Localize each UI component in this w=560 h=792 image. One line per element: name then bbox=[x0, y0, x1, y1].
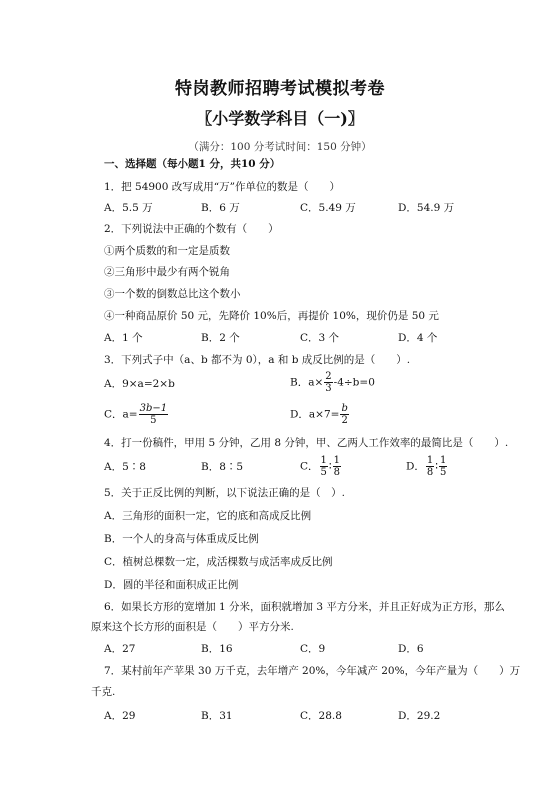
q2-statement-2: ②三角形中最少有两个锐角 bbox=[104, 266, 230, 278]
q4-c-num-1: 1 bbox=[320, 455, 327, 466]
q2-statement-4: ④一种商品原价 50 元，先降价 10%后，再提价 10%，现价仍是 50 元 bbox=[104, 310, 439, 322]
q3-b-fraction bbox=[324, 371, 332, 394]
q3-option-b bbox=[290, 371, 375, 394]
q4-option-c bbox=[300, 455, 342, 478]
q4-d-num-2: 1 bbox=[440, 455, 447, 466]
q2-statement-1: ①两个质数的和一定是质数 bbox=[104, 245, 230, 257]
section-heading: 一、选择题（每小题1 分，共10 分） bbox=[104, 158, 281, 170]
q6-option-d: D．6 bbox=[398, 643, 424, 655]
q4-c-fraction-2 bbox=[333, 455, 341, 478]
q6-option-c: C．9 bbox=[300, 643, 326, 655]
question-6-line-1: 6．如果长方形的宽增加 1 分米，面积就增加 3 平方分米，并且正好成为正方形，那么 bbox=[104, 601, 505, 613]
q3-c-fraction bbox=[139, 403, 169, 426]
q2-option-a: A．1 个 bbox=[104, 332, 143, 344]
q3-d-fraction bbox=[340, 403, 348, 426]
q1-option-b: B．6 万 bbox=[201, 202, 240, 214]
q4-d-fraction-1 bbox=[426, 455, 434, 478]
q4-c-num-2: 1 bbox=[333, 455, 341, 466]
q4-d-fraction-2 bbox=[439, 455, 447, 478]
q4-d-prefix: D． bbox=[406, 460, 425, 473]
q4-c-den-2: 8 bbox=[333, 467, 341, 478]
question-4: 4．打一份稿件，甲用 5 分钟，乙用 8 分钟，甲、乙两人工作效率的最简比是（ ）. bbox=[104, 437, 509, 449]
q3-c-numerator: 3b−1 bbox=[139, 403, 168, 414]
q4-c-den-1: 5 bbox=[320, 467, 327, 478]
q7-option-d: D．29.2 bbox=[398, 710, 441, 722]
question-7-line-2: 千克. bbox=[91, 686, 116, 698]
q4-d-num-1: 1 bbox=[426, 455, 434, 466]
q7-option-c: C．28.8 bbox=[300, 710, 342, 722]
q3-b-numerator: 2 bbox=[325, 371, 332, 382]
q4-c-colon: ∶ bbox=[328, 460, 332, 473]
question-5: 5．关于正反比例的判断，以下说法正确的是（ ）. bbox=[104, 487, 346, 499]
q7-option-b: B．31 bbox=[201, 710, 233, 722]
q3-c-denominator: 5 bbox=[150, 415, 157, 426]
q2-option-c: C．3 个 bbox=[300, 332, 340, 344]
q3-d-prefix: D．a×7= bbox=[290, 408, 340, 421]
q4-d-den-1: 8 bbox=[426, 467, 434, 478]
q3-d-denominator: 2 bbox=[341, 415, 348, 426]
q6-option-a: A．27 bbox=[104, 643, 136, 655]
exam-note: （满分：100 分考试时间：150 分钟） bbox=[188, 141, 372, 153]
q5-option-a: A．三角形的面积一定，它的底和高成反比例 bbox=[104, 510, 312, 522]
q3-b-suffix: -4÷b=0 bbox=[333, 376, 375, 389]
q2-option-d: D．4 个 bbox=[398, 332, 438, 344]
question-1: 1．把 54900 改写成用“万”作单位的数是（ ） bbox=[104, 181, 340, 193]
q3-b-denominator: 3 bbox=[325, 383, 332, 394]
q1-option-c: C．5.49 万 bbox=[300, 202, 356, 214]
q4-c-fraction-1 bbox=[320, 455, 328, 478]
q3-c-prefix: C．a= bbox=[104, 408, 138, 421]
q4-d-den-2: 5 bbox=[440, 467, 447, 478]
q1-option-a: A．5.5 万 bbox=[104, 202, 153, 214]
q1-option-d: D．54.9 万 bbox=[398, 202, 455, 214]
q7-option-a: A．29 bbox=[104, 710, 136, 722]
question-6-line-2: 原来这个长方形的面积是（ ）平方分米. bbox=[91, 621, 294, 633]
q4-c-prefix: C． bbox=[300, 460, 319, 473]
q5-option-d: D．圆的半径和面积成正比例 bbox=[104, 579, 239, 591]
q3-b-prefix: B．a× bbox=[290, 376, 324, 389]
q5-option-b: B．一个人的身高与体重成反比例 bbox=[104, 533, 259, 545]
exam-subtitle: 〖小学数学科目（一)〗 bbox=[196, 109, 364, 128]
q4-option-a: A．5∶8 bbox=[104, 461, 146, 473]
q4-option-d bbox=[406, 455, 448, 478]
q2-option-b: B．2 个 bbox=[201, 332, 240, 344]
exam-title: 特岗教师招聘考试模拟考卷 bbox=[175, 79, 385, 99]
q5-option-c: C．植树总棵数一定，成活棵数与成活率成反比例 bbox=[104, 556, 333, 568]
q3-option-c bbox=[104, 403, 169, 426]
question-7-line-1: 7．某村前年产苹果 30 万千克，去年增产 20%，今年减产 20%，今年产量为（ ）万 bbox=[104, 665, 521, 677]
question-2: 2．下列说法中正确的个数有（ ） bbox=[104, 223, 279, 235]
q4-d-colon: ∶ bbox=[435, 460, 439, 473]
q3-option-a: A．9×a=2×b bbox=[104, 378, 175, 390]
question-3: 3．下列式子中（a、b 都不为 0），a 和 b 成反比例的是（ ）. bbox=[104, 354, 411, 366]
q3-option-d bbox=[290, 403, 350, 426]
q6-option-b: B．16 bbox=[201, 643, 233, 655]
q3-d-numerator: b bbox=[341, 403, 348, 414]
q4-option-b: B．8∶5 bbox=[201, 461, 244, 473]
q2-statement-3: ③一个数的倒数总比这个数小 bbox=[104, 288, 241, 300]
